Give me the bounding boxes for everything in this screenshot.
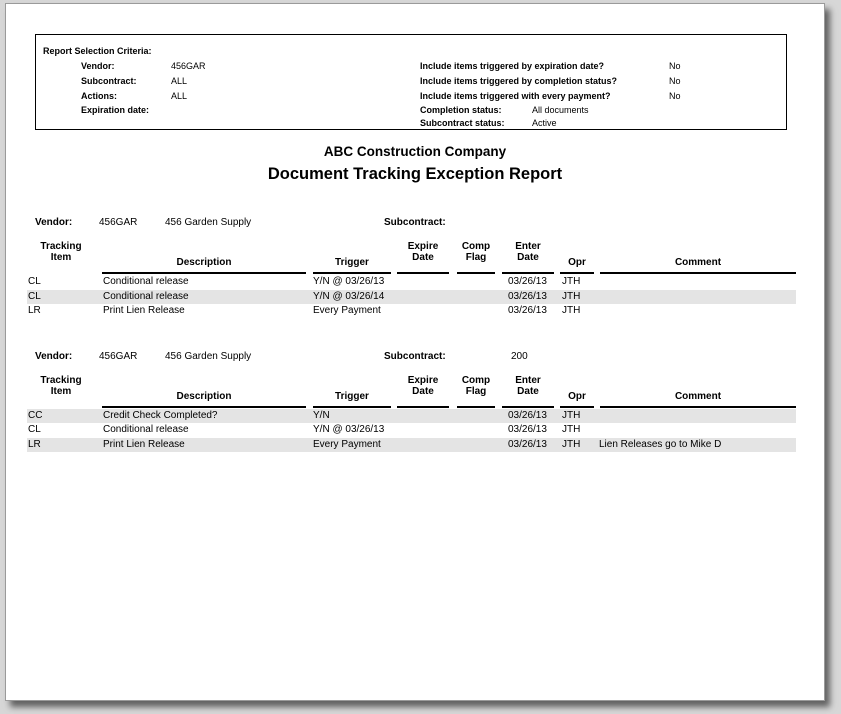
cell-description: Credit Check Completed?: [103, 410, 218, 421]
criteria-actions-label: Actions:: [81, 91, 117, 101]
cell-trigger: Y/N @ 03/26/13: [313, 276, 385, 287]
cell-opr: JTH: [562, 291, 581, 302]
cell-enter: 03/26/13: [508, 305, 547, 316]
col-trigger: Trigger: [335, 391, 369, 402]
criteria-expiration-label: Expiration date:: [81, 105, 150, 115]
col-opr: Opr: [568, 257, 586, 268]
subcontract-label: Subcontract:: [384, 351, 446, 362]
vendor-label: Vendor:: [35, 351, 73, 362]
col-comment: Comment: [674, 391, 722, 402]
cell-description: Print Lien Release: [103, 305, 185, 316]
cell-description: Print Lien Release: [103, 439, 185, 450]
table-row: [27, 409, 796, 423]
header-rule: [600, 406, 796, 408]
subcontract-value: 200: [511, 351, 528, 362]
criteria-completion-status-label: Completion status:: [420, 105, 502, 115]
header-rule: [397, 406, 449, 408]
cell-enter: 03/26/13: [508, 410, 547, 421]
cell-trigger: Every Payment: [313, 439, 381, 450]
cell-opr: JTH: [562, 410, 581, 421]
col-description: Description: [176, 391, 232, 402]
company-name: ABC Construction Company: [323, 144, 507, 159]
criteria-heading: Report Selection Criteria:: [43, 46, 152, 56]
criteria-actions-value: ALL: [171, 91, 188, 101]
selection-criteria-box: [35, 34, 787, 130]
criteria-expiration-trigger-value: No: [669, 61, 681, 71]
criteria-completion-trigger-value: No: [669, 76, 681, 86]
cell-item: CL: [28, 291, 41, 302]
cell-trigger: Every Payment: [313, 305, 381, 316]
header-rule: [502, 272, 554, 274]
criteria-completion-trigger-label: Include items triggered by completion status?: [420, 76, 618, 86]
criteria-completion-status-value: All documents: [532, 105, 589, 115]
report-page: [5, 3, 825, 701]
col-tracking-item: Tracking Item: [40, 375, 82, 397]
header-rule: [313, 406, 391, 408]
cell-trigger: Y/N @ 03/26/13: [313, 424, 385, 435]
col-tracking-item: Tracking Item: [40, 241, 82, 263]
vendor-code: 456GAR: [99, 351, 138, 362]
vendor-name: 456 Garden Supply: [165, 217, 252, 228]
vendor-name: 456 Garden Supply: [165, 351, 252, 362]
cell-trigger: Y/N @ 03/26/14: [313, 291, 385, 302]
col-expire-date: Expire Date: [407, 241, 439, 263]
cell-item: LR: [28, 305, 41, 316]
criteria-subcontract-status-value: Active: [532, 118, 557, 128]
cell-description: Conditional release: [103, 291, 189, 302]
criteria-payment-trigger-value: No: [669, 91, 681, 101]
col-description: Description: [176, 257, 232, 268]
col-enter-date: Enter Date: [515, 375, 541, 397]
col-opr: Opr: [568, 391, 586, 402]
cell-trigger: Y/N: [313, 410, 330, 421]
header-rule: [600, 272, 796, 274]
report-title: Document Tracking Exception Report: [267, 165, 563, 183]
col-comp-flag: Comp Flag: [461, 241, 491, 263]
criteria-vendor-label: Vendor:: [81, 61, 115, 71]
table-row: [27, 290, 796, 304]
criteria-subcontract-value: ALL: [171, 76, 188, 86]
header-rule: [102, 406, 306, 408]
header-rule: [313, 272, 391, 274]
header-rule: [457, 272, 495, 274]
cell-description: Conditional release: [103, 424, 189, 435]
table-row: [27, 304, 796, 318]
cell-enter: 03/26/13: [508, 439, 547, 450]
table-row: [27, 423, 796, 437]
cell-opr: JTH: [562, 424, 581, 435]
cell-item: CL: [28, 424, 41, 435]
cell-item: CC: [28, 410, 43, 421]
header-rule: [397, 272, 449, 274]
criteria-expiration-trigger-label: Include items triggered by expiration date?: [420, 61, 605, 71]
header-rule: [457, 406, 495, 408]
header-rule: [560, 406, 594, 408]
cell-opr: JTH: [562, 439, 581, 450]
col-expire-date: Expire Date: [407, 375, 439, 397]
cell-opr: JTH: [562, 305, 581, 316]
cell-enter: 03/26/13: [508, 276, 547, 287]
cell-item: LR: [28, 439, 41, 450]
header-rule: [502, 406, 554, 408]
subcontract-label: Subcontract:: [384, 217, 446, 228]
criteria-vendor-value: 456GAR: [171, 61, 206, 71]
criteria-subcontract-label: Subcontract:: [81, 76, 137, 86]
criteria-payment-trigger-label: Include items triggered with every payment?: [420, 91, 611, 101]
table-row: [27, 438, 796, 452]
cell-enter: 03/26/13: [508, 424, 547, 435]
cell-comment: Lien Releases go to Mike D: [599, 439, 722, 450]
cell-opr: JTH: [562, 276, 581, 287]
table-row: [27, 275, 796, 289]
header-rule: [102, 272, 306, 274]
col-enter-date: Enter Date: [515, 241, 541, 263]
criteria-subcontract-status-label: Subcontract status:: [420, 118, 505, 128]
vendor-code: 456GAR: [99, 217, 138, 228]
cell-description: Conditional release: [103, 276, 189, 287]
col-trigger: Trigger: [335, 257, 369, 268]
col-comp-flag: Comp Flag: [461, 375, 491, 397]
vendor-label: Vendor:: [35, 217, 73, 228]
col-comment: Comment: [674, 257, 722, 268]
cell-enter: 03/26/13: [508, 291, 547, 302]
header-rule: [560, 272, 594, 274]
cell-item: CL: [28, 276, 41, 287]
